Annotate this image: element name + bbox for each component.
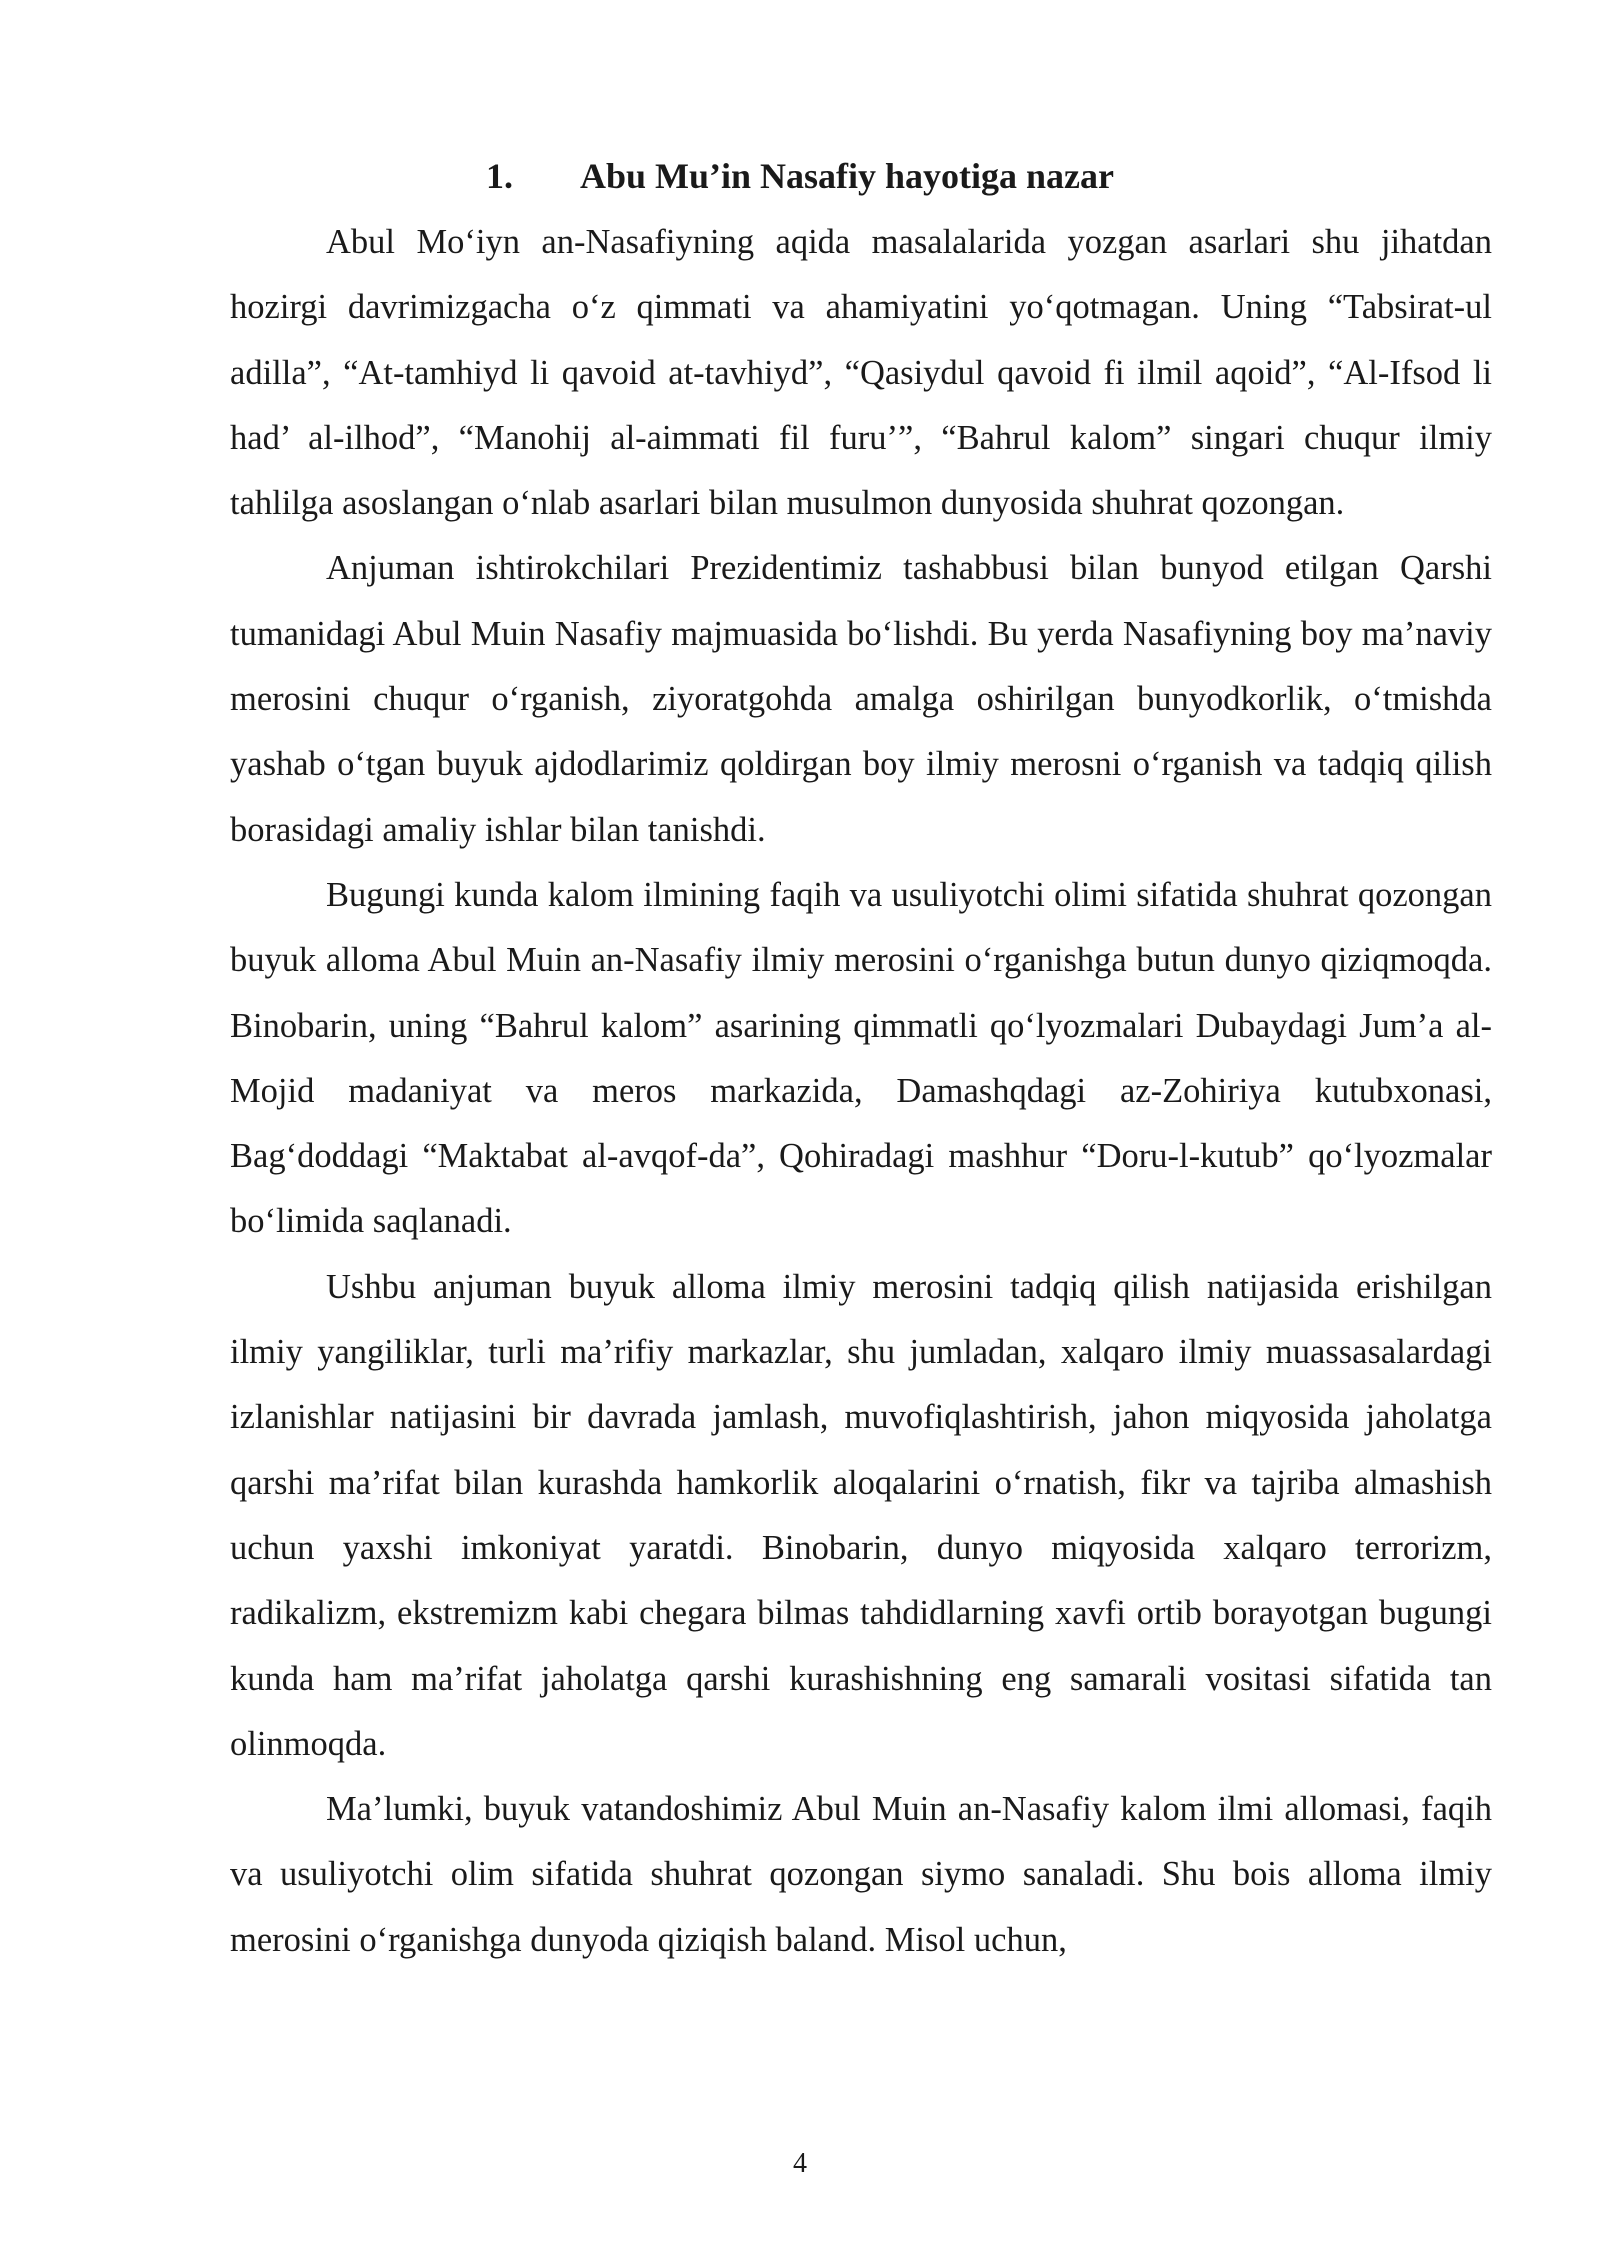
page-number: 4 xyxy=(793,2148,807,2179)
section-title: Abu Mu’in Nasafiy hayotiga nazar xyxy=(579,156,1115,196)
paragraph: Ushbu anjuman buyuk alloma ilmiy merosini tadqiq qilish natijasida erishilgan ilmiy yangiliklar, turli ma’rifiy markazlar, shu jumladan, xalqaro ilmiy muassasalardagi izlanishlar natijasini bir davrada jamlash, muvofiqlashtirish, jahon miqyosida jaholatga qarshi ma’rifat bilan kurashda hamkorlik aloqalarini o‘rnatish, fikr va tajriba almashish uchun yaxshi imkoniyat yaratdi. Binobarin, dunyo miqyosida xalqaro terrorizm, radikalizm, ekstremizm kabi chegara bilmas tahdidlarning xavfi ortib borayotgan bugungi kunda ham ma’rifat jaholatga qarshi kurashishning eng samarali vositasi sifatida tan olinmoqda. xyxy=(230,1267,1492,1763)
paragraph: Anjuman ishtirokchilari Prezidentimiz tashabbusi bilan bunyod etilgan Qarshi tumanidagi Abul Muin Nasafiy majmuasida bo‘lishdi. Bu yerda Nasafiyning boy ma’naviy merosini chuqur o‘rganish, ziyoratgohda amalga oshirilgan bunyodkorlik, o‘tmishda yashab o‘tgan buyuk ajdodlarimiz qoldirgan boy ilmiy merosni o‘rganish va tadqiq qilish borasidagi amaliy ishlar bilan tanishdi. xyxy=(230,549,1492,849)
paragraph: Ma’lumki, buyuk vatandoshimiz Abul Muin an-Nasafiy kalom ilmi allomasi, faqih va usuliyotchi olim sifatida shuhrat qozongan siymo sanaladi. Shu bois alloma ilmiy merosini o‘rganishga dunyoda qiziqish baland. Misol uchun, xyxy=(230,1790,1492,1959)
section-number: 1. xyxy=(485,156,513,196)
paragraph: Abul Mo‘iyn an-Nasafiyning aqida masalalarida yozgan asarlari shu jihatdan hozirgi davrimizgacha o‘z qimmati va ahamiyatini yo‘qotmagan. Uning “Tabsirat-ul adilla”, “At-tamhiyd li qavoid at-tavhiyd”, “Qasiydul qavoid fi ilmil aqoid”, “Al-Ifsod li had’ al-ilhod”, “Manohij al-aimmati fil furu’”, “Bahrul kalom” singari chuqur ilmiy tahlilga asoslangan o‘nlab asarlari bilan musulmon dunyosida shuhrat qozongan. xyxy=(230,223,1492,523)
section-heading xyxy=(0,150,1600,202)
paragraph: Bugungi kunda kalom ilmining faqih va usuliyotchi olimi sifatida shuhrat qozongan buyuk alloma Abul Muin an-Nasafiy ilmiy merosini o‘rganishga butun dunyo qiziqmoqda. Binobarin, uning “Bahrul kalom” asarining qimmatli qo‘lyozmalari Dubaydagi Jum’a al-Mojid madaniyat va meros markazida, Damashqdagi az-Zohiriya kutubxonasi, Bag‘doddagi “Maktabat al-avqof-da”, Qohiradagi mashhur “Doru-l-kutub” qo‘lyozmalar bo‘limida saqlanadi. xyxy=(230,875,1492,1241)
body-text xyxy=(230,210,1492,1973)
